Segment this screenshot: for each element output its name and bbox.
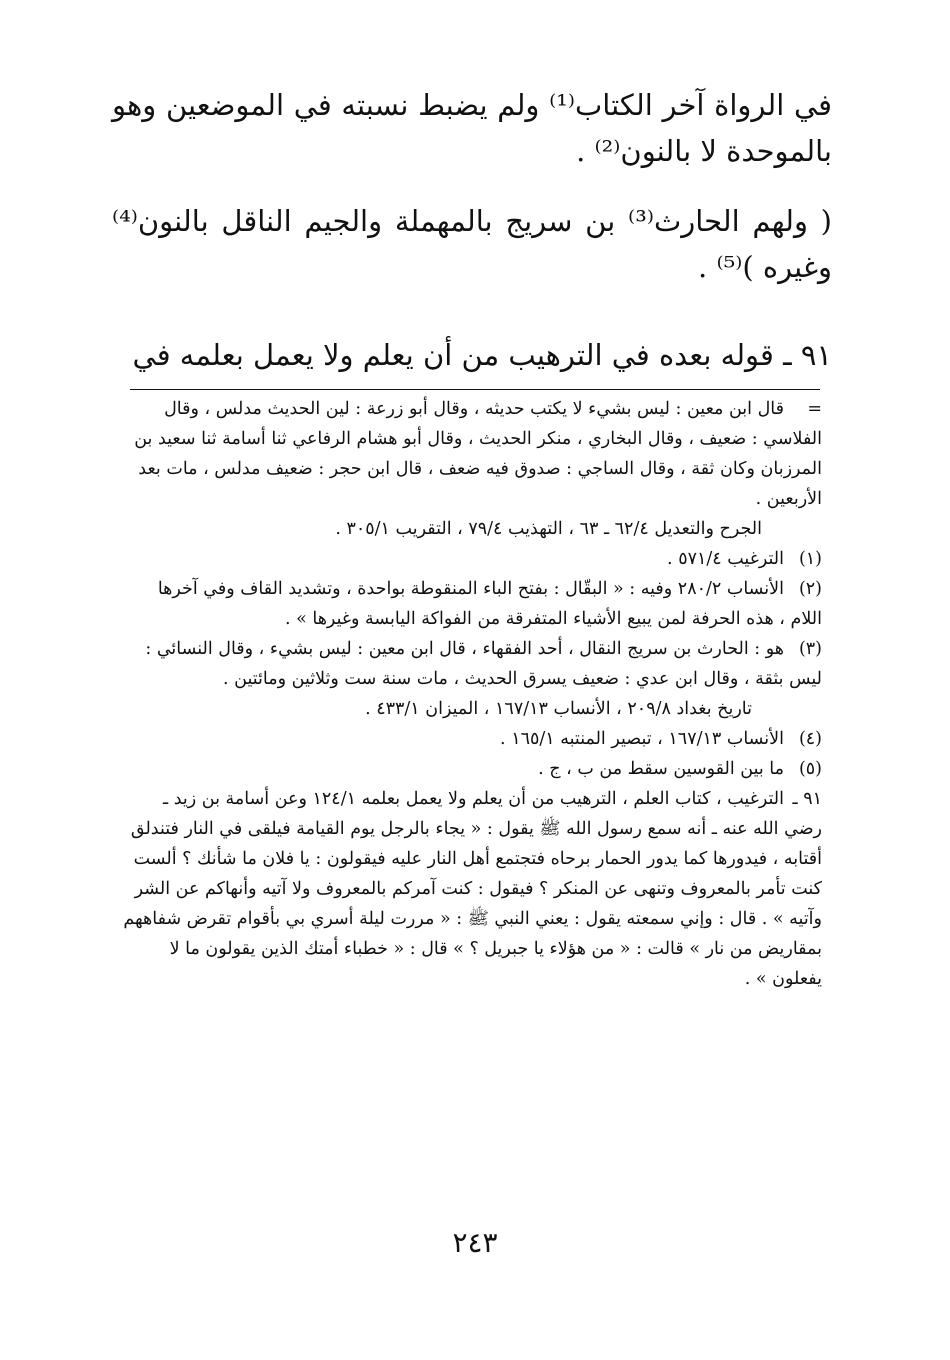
footnote-4 — [122, 724, 822, 754]
footnote-number: (٥) — [798, 759, 822, 779]
footnote-text: الترغيب ٥٧١/٤ . — [667, 549, 784, 569]
footnote-1 — [122, 544, 822, 574]
continuation-mark: = — [807, 399, 822, 419]
footnote-separator — [130, 389, 820, 390]
footnote-number: (٤) — [798, 729, 822, 749]
footnote-3 — [122, 634, 822, 694]
footnote-number: ٩١ ـ — [792, 789, 822, 809]
footnote-number: (٣) — [798, 639, 822, 659]
footnote-number: (١) — [798, 549, 822, 569]
page-number: ٢٤٣ — [452, 1226, 498, 1259]
section-heading-91: ٩١ ـ قوله بعده في الترهيب من أن يعلم ولا يعمل بعلمه في — [132, 338, 832, 372]
footnote-text: الأنساب ٢٨٠/٢ وفيه : « البقّال : بفتح الباء المنقوطة بواحدة ، وتشديد القاف وفي آخرها اللام ، هذه الحرفة لمن يبيع الأشياء المتفرقة من الفواكة اليابسة وغيرها » . — [157, 579, 822, 629]
main-paragraph-1 — [112, 82, 832, 174]
footnote-number: (٢) — [798, 579, 822, 599]
main-paragraph-3 — [112, 332, 832, 378]
footnote-3-sources: تاريخ بغداد ٢٠٩/٨ ، الأنساب ١٦٧/١٣ ، الميزان ٤٣٣/١ . — [365, 699, 752, 719]
footnote-2 — [122, 574, 822, 634]
footnote-91 — [122, 784, 822, 994]
main-text-1: في الرواة آخر الكتاب⁽¹⁾ ولم يضبط نسبته في الموضعين وهو بالموحدة لا بالنون⁽²⁾ . — [112, 88, 832, 168]
main-text-2: ( ولهم الحارث⁽³⁾ بن سريج بالمهملة والجيم الناقل بالنون⁽⁴⁾ وغيره )⁽⁵⁾ . — [112, 204, 832, 284]
footnote-text: الأنساب ١٦٧/١٣ ، تبصير المنتبه ١٦٥/١ . — [500, 729, 784, 749]
continuation-text: قال ابن معين : ليس بشيء لا يكتب حديثه ، وقال أبو زرعة : لين الحديث مدلس ، وقال الفلاسي : ضعيف ، وقال البخاري ، منكر الحديث ، وقال أبو هشام الرفاعي ثنا أسامة ثنا سعيد بن المرزبان وكان ثقة ، وقال الساجي : صدوق فيه ضعف ، قال ابن حجر : ضعيف مدلس ، مات بعد الأربعين . — [134, 399, 822, 509]
continuation-sources: الجرح والتعديل ٦٢/٤ ـ ٦٣ ، التهذيب ٧٩/٤ ، التقريب ٣٠٥/١ . — [335, 519, 762, 539]
main-paragraph-2 — [112, 198, 832, 290]
footnote-continuation — [122, 394, 822, 514]
footnote-text: ما بين القوسين سقط من ب ، ج . — [538, 759, 784, 779]
footnote-text: الترغيب ، كتاب العلم ، الترهيب من أن يعلم ولا يعمل بعلمه ١٢٤/١ وعن أسامة بن زيد ـ رضي الله عنه ـ أنه سمع رسول الله ﷺ يقول : « يجاء بالرجل يوم القيامة فيلقى في النار فتندلق أقتابه ، فيدورها كما يدور الحمار برحاه فتجتمع أهل النار عليه فيقولون : يا فلان ما شأنك ؟ ألست كنت تأمر بالمعروف وتنهى عن المنكر ؟ فيقول : كنت آمركم بالمعروف ولا آتيه وأنهاكم عن الشر وآتيه » . قال : وإني سمعته يقول : يعني النبي ﷺ : « مررت ليلة أسري بي بأقوام تقرض شفاههم بمقاريض من نار » قالت : « من هؤلاء يا جبريل ؟ » قال : « خطباء أمتك الذين يقولون ما لا يفعلون » . — [123, 789, 822, 989]
footnote-text: هو : الحارث بن سريج النقال ، أحد الفقهاء ، قال ابن معين : ليس بشيء ، وقال النسائي : ليس بثقة ، وقال ابن عدي : ضعيف يسرق الحديث ، مات سنة ست وثلاثين ومائتين . — [145, 639, 822, 689]
footnote-5 — [122, 754, 822, 784]
footnotes — [122, 394, 822, 994]
